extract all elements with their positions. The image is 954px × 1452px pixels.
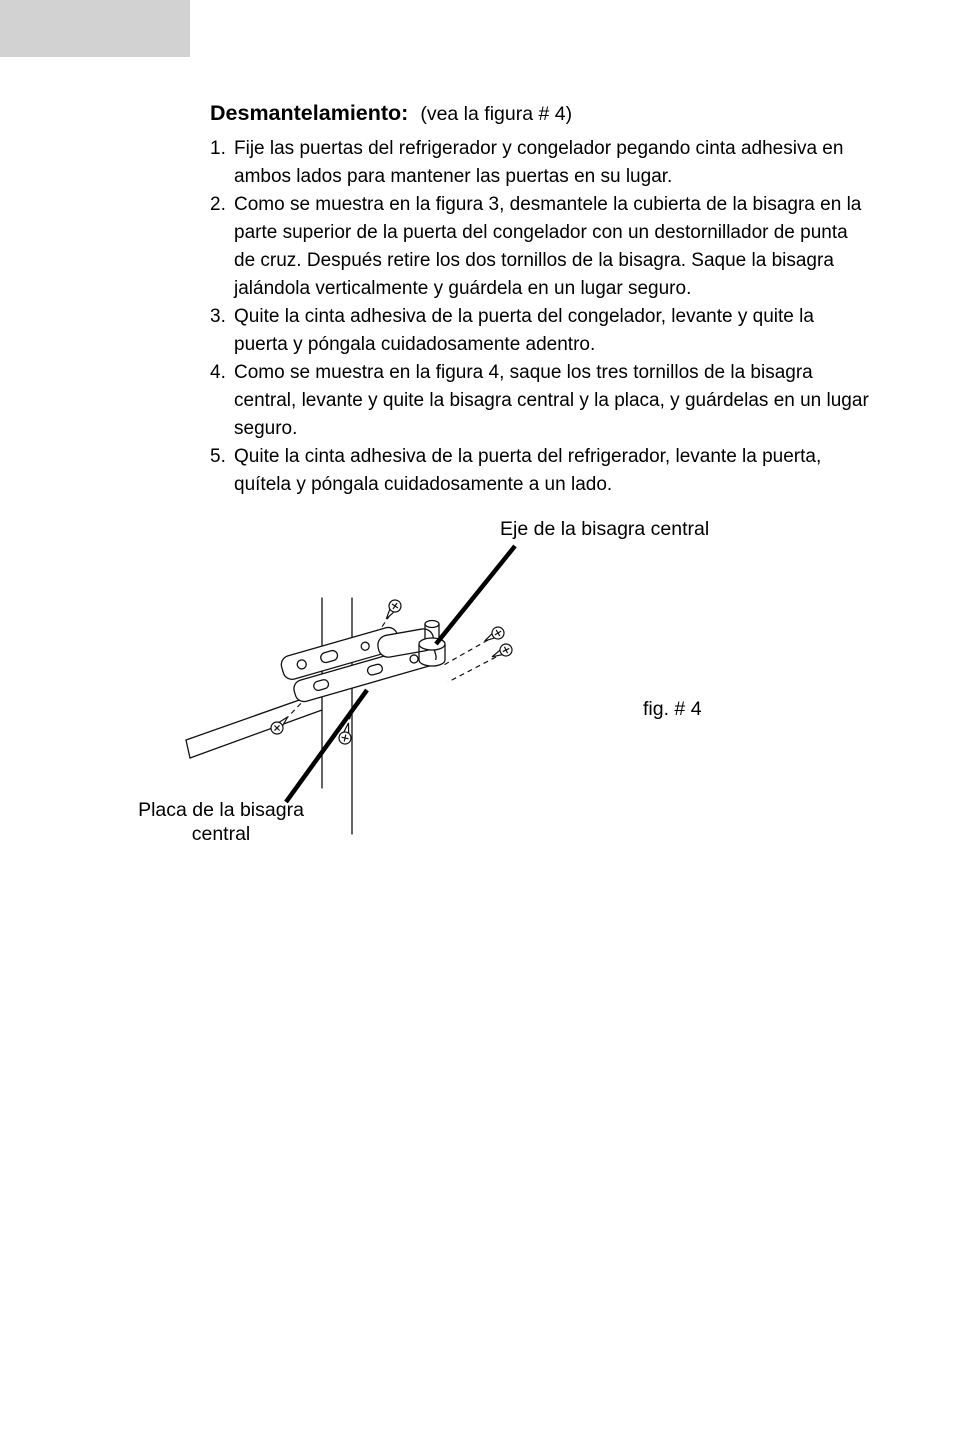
- step-number: 4.: [210, 362, 226, 383]
- step-text: Como se muestra en la figura 4, saque los tres tornillos de la bisagra central, levante y quite la bisagra central y la placa, y guárdelas en un lugar seguro.: [234, 362, 869, 439]
- step-text: Fije las puertas del refrigerador y congelador pegando cinta adhesiva en ambos lados para mantener las puertas en su lugar.: [234, 138, 844, 187]
- heading-note: (vea la figura # 4): [420, 103, 573, 125]
- step-text: Como se muestra en la figura 3, desmantele la cubierta de la bisagra en la parte superior de la puerta del congelador con un destornillador de punta de cruz. Después retire los dos tornillos de la bisagra. Saque la bisagra jalándola verticalmente y guárdela en un lugar seguro.: [234, 194, 862, 299]
- axis-label: Eje de la bisagra central: [500, 518, 710, 540]
- screw-icon: [381, 598, 403, 623]
- section-heading: [210, 100, 870, 127]
- step-number: 1.: [210, 138, 226, 159]
- page-corner-decoration: [0, 0, 190, 57]
- step-text: Quite la cinta adhesiva de la puerta del congelador, levante y quite la puerta y póngala cuidadosamente adentro.: [234, 306, 814, 355]
- list-item: [210, 359, 870, 443]
- step-text: Quite la cinta adhesiva de la puerta del refrigerador, levante la puerta, quítela y póngala cuidadosamente a un lado.: [234, 446, 822, 495]
- instructions-section: [210, 100, 870, 499]
- plate-label: [133, 798, 309, 846]
- list-item: [210, 303, 870, 359]
- list-item: [210, 191, 870, 303]
- step-number: 2.: [210, 194, 226, 215]
- screw-icon: [269, 713, 293, 737]
- plate-label-line1: Placa de la bisagra: [138, 799, 304, 821]
- instruction-list: [210, 135, 870, 499]
- heading-title: Desmantelamiento:: [210, 101, 409, 125]
- list-item: [210, 135, 870, 191]
- step-number: 5.: [210, 446, 226, 467]
- screw-icon: [482, 625, 507, 646]
- plate-label-line2: central: [191, 823, 251, 845]
- list-item: [210, 443, 870, 499]
- step-number: 3.: [210, 306, 226, 327]
- fig-caption: fig. # 4: [643, 698, 702, 720]
